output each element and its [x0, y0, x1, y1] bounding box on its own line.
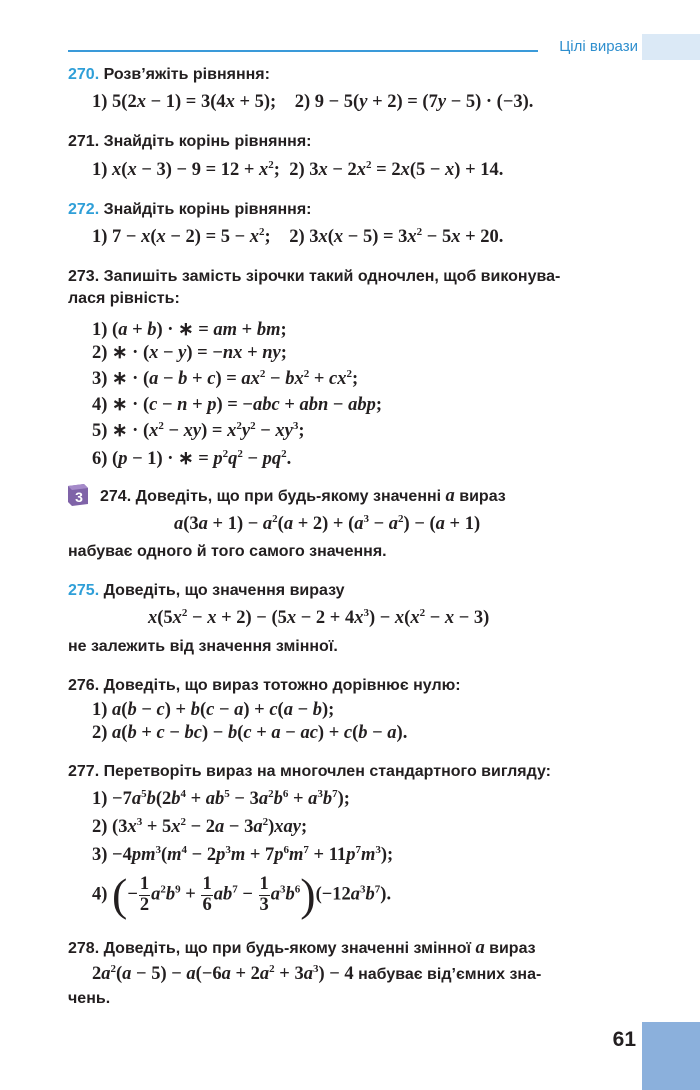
problem-277-item-1: $1) -7a^5b(2b^4 + ab^5 - 3a^2b^6 + a^3b^7)$;	[92, 788, 350, 809]
problem-270-heading: 270. Розв’яжіть рівняння:	[68, 66, 270, 83]
problem-273-item-5: 5) ∗ · $(x^2 - xy) = x^2y^2 - xy^3$;	[92, 420, 305, 441]
problem-270-equations: 1) 5(2x − 1) = 3(4x + 5); 2) 9 − 5(y + 2) = (7y − 5) · (−3).	[92, 92, 534, 112]
problem-272-heading: 272. Знайдіть корінь рівняння:	[68, 201, 312, 218]
problem-276-item-1: 1) a(b − c) + b(c − a) + c(a − b);	[92, 700, 335, 720]
problem-278-conclusion: чень.	[68, 990, 111, 1007]
problem-277-heading: 277. Перетворіть вираз на многочлен стандартного вигляду:	[68, 763, 551, 780]
problem-276-item-2: 2) a(b + c − bc) − b(c + a − ac) + c(b − a).	[92, 723, 408, 743]
svg-text:3: 3	[75, 489, 83, 505]
problem-273-heading: 273. Запишіть замість зірочки такий одночлен, щоб виконува-	[68, 268, 561, 285]
problem-278-expression: $2a^2(a - 5) - a(-6a + 2a^2 + 3a^3) - 4$ набуває від’ємних зна-	[92, 963, 542, 984]
problem-277-item-2: 2) $(3x^3 + 5x^2 - 2a - 3a^2)xay$;	[92, 816, 308, 837]
problem-273-heading-cont: лася рівність:	[68, 290, 180, 307]
problem-277-item-3: $3) -4pm^3(m^4 - 2p^3m + 7p^6m^7 + 11p^7m^3)$;	[92, 844, 394, 865]
problem-273-item-4: 4) ∗ · (c − n + p) = −abc + abn − abp;	[92, 395, 383, 415]
problem-278-heading: 278. Доведіть, що при будь-якому значенні змінної a вираз	[68, 938, 536, 958]
section-title: Цілі вирази	[559, 38, 638, 55]
problem-273-item-2: 2) ∗ · (x − y) = −nx + ny;	[92, 343, 287, 363]
problem-277-item-4: 4) (− $\frac{1}{2}$ $a^2b^9$ + $\frac{1}{6}$ $ab^7$ − $\frac{1}{3}$ $a^3b^6)(-12a^3b^7)$.	[92, 869, 392, 920]
page-number: 61	[612, 1028, 636, 1051]
problem-273-item-3: 3) ∗ · $(a - b + c) = ax^2 - bx^2 + cx^2$;	[92, 368, 359, 389]
header-rule	[68, 50, 538, 52]
problem-276-heading: 276. Доведіть, що вираз тотожно дорівнює нулю:	[68, 677, 461, 694]
problem-275-heading: 275. Доведіть, що значення виразу	[68, 582, 345, 599]
problem-271-heading: 271. Знайдіть корінь рівняння:	[68, 133, 312, 150]
page-number-tab	[642, 1022, 700, 1090]
difficulty-level-badge	[64, 480, 92, 508]
problem-275-expression: $x(5x^2 - x + 2) - (5x - 2 + 4x^3) - x(x^2 - x - 3)$	[148, 607, 490, 628]
header-tab	[642, 34, 700, 60]
problem-274-heading: 274. Доведіть, що при будь-якому значенні a вираз	[100, 486, 506, 506]
problem-273-item-6: 6) (p − 1) · ∗ = $p^2q^2 - pq^2$.	[92, 448, 292, 469]
problem-274-conclusion: набуває одного й того самого значення.	[68, 543, 387, 560]
problem-273-item-1: 1) (a + b) · ∗ = am + bm;	[92, 320, 287, 340]
problem-271-equations: 1) $x(x - 3) - 9 = 12 + x^2$; 2) $3x - 2x^2 = 2x(5 - x) + 14$.	[92, 159, 504, 180]
problem-275-conclusion: не залежить від значення змінної.	[68, 638, 338, 655]
problem-272-equations: 1) $7 - x(x - 2) = 5 - x^2$; 2) $3x(x - 5) = 3x^2 - 5x + 20$.	[92, 226, 504, 247]
problem-274-expression: $a(3a + 1) - a^2(a + 2) + (a^3 - a^2) - (a + 1)$	[174, 513, 481, 534]
